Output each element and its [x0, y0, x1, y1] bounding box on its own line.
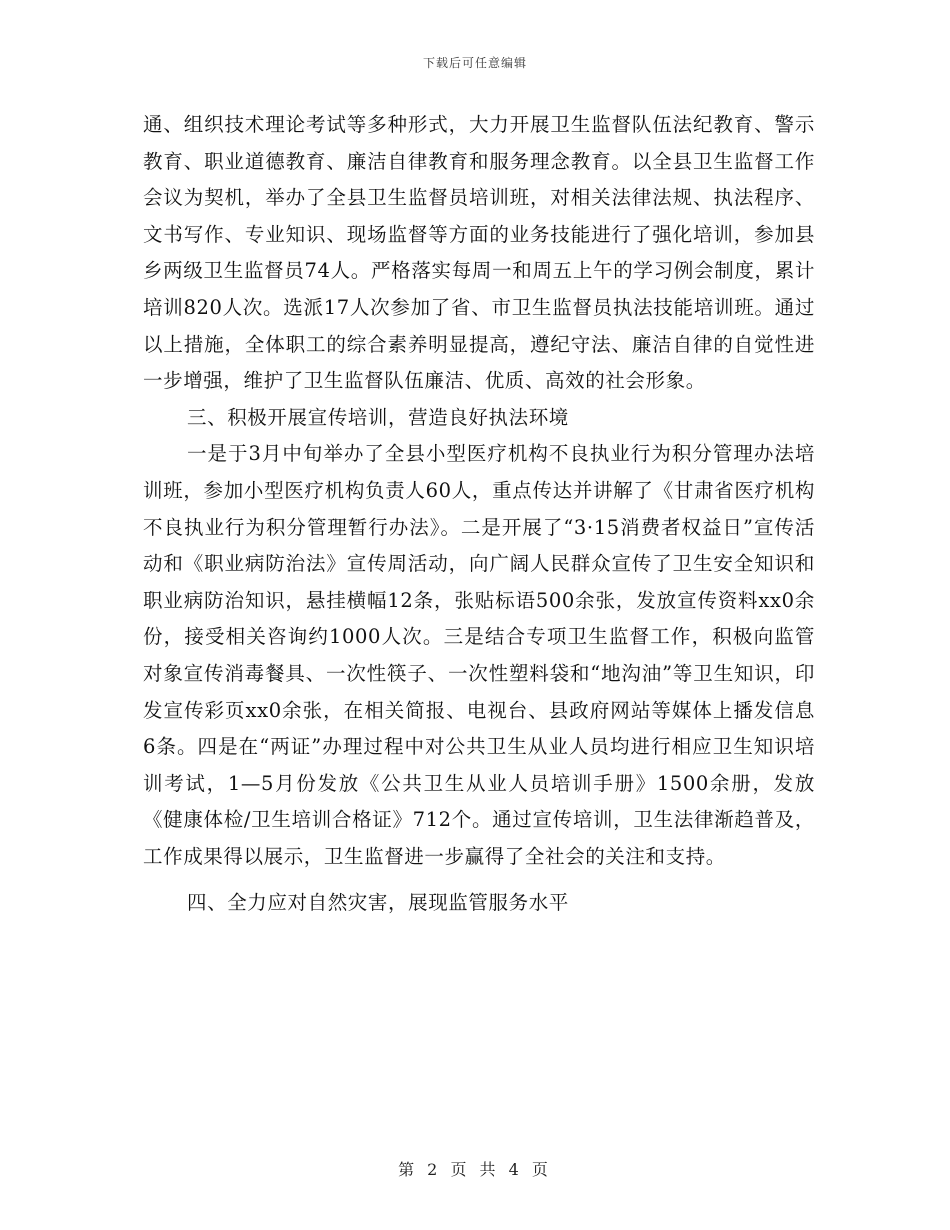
page-footer: 第 2 页 共 4 页	[398, 1160, 552, 1179]
paragraph-continued: 通、组织技术理论考试等多种形式，大力开展卫生监督队伍法纪教育、警示教育、职业道德教育、廉洁自律教育和服务理念教育。以全县卫生监督工作会议为契机，举办了全县卫生监督员培训班，对相关法律法规、执法程序、文书写作、专业知识、现场监督等方面的业务技能进行了强化培训，参加县乡两级卫生监督员74人。严格落实每周一和周五上午的学习例会制度，累计培训820人次。选派17人次参加了省、市卫生监督员执法技能培训班。通过以上措施，全体职工的综合素养明显提高，遵纪守法、廉洁自律的自觉性进一步增强，维护了卫生监督队伍廉洁、优质、高效的社会形象。	[143, 113, 815, 393]
section-heading-3: 三、积极开展宣传培训，营造良好执法环境	[187, 405, 569, 429]
document-body	[143, 107, 815, 922]
section-heading-4: 四、全力应对自然灾害，展现监管服务水平	[187, 891, 569, 915]
paragraph-publicity-training: 一是于3月中旬举办了全县小型医疗机构不良执业行为积分管理办法培训班，参加小型医疗机构负责人60人，重点传达并讲解了《甘肃省医疗机构不良执业行为积分管理暂行办法》。二是开展了“3·15消费者权益日”宣传活动和《职业病防治法》宣传周活动，向广阔人民群众宣传了卫生安全知识和职业病防治知识，悬挂横幅12条，张贴标语500余张，发放宣传资料xx0余份，接受相关咨询约1000人次。三是结合专项卫生监督工作，积极向监管对象宣传消毒餐具、一次性筷子、一次性塑料袋和“地沟油”等卫生知识，印发宣传彩页xx0余张，在相关简报、电视台、县政府网站等媒体上播发信息6条。四是在“两证”办理过程中对公共卫生从业人员均进行相应卫生知识培训考试，1—5月份发放《公共卫生从业人员培训手册》1500余册，发放《健康体检/卫生培训合格证》712个。通过宣传培训，卫生法律渐趋普及，工作成果得以展示，卫生监督进一步赢得了全社会的关注和支持。	[143, 442, 815, 868]
page-header: 下载后可任意编辑	[422, 56, 527, 70]
